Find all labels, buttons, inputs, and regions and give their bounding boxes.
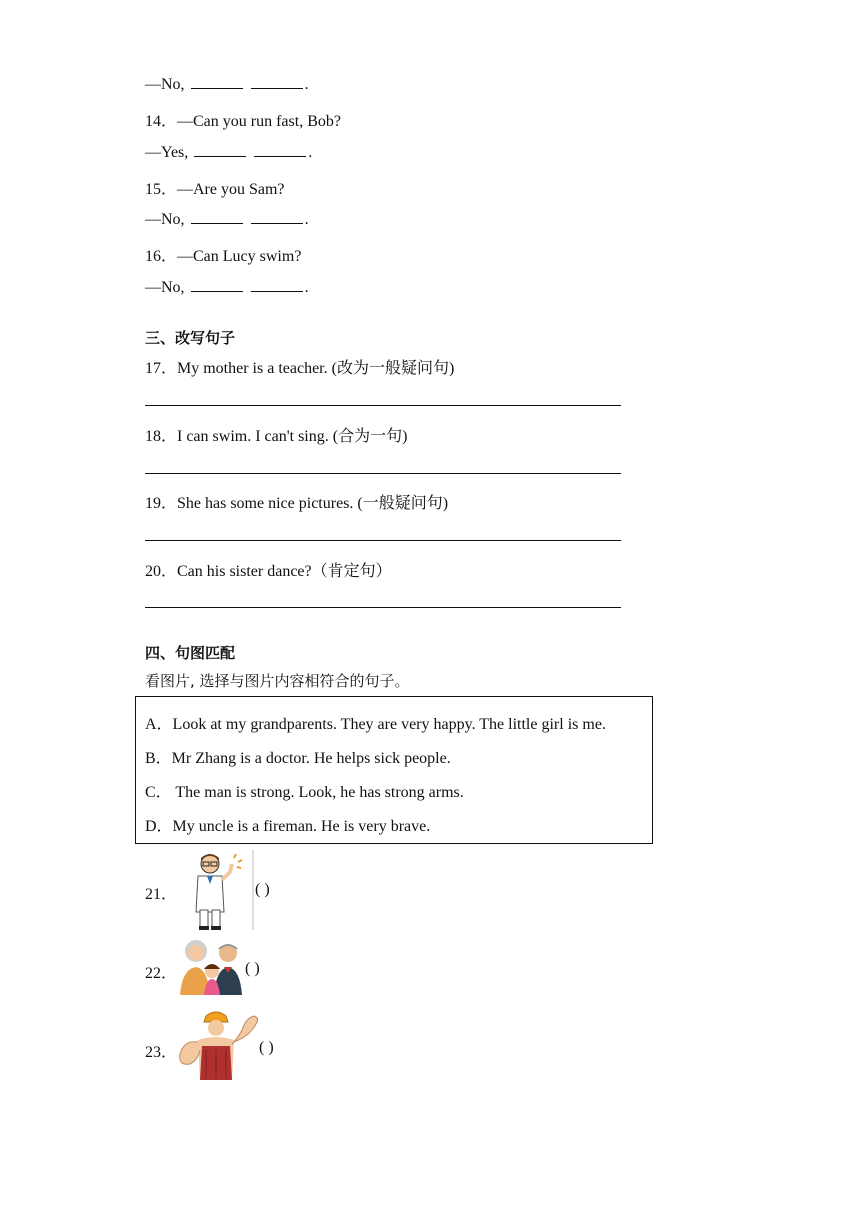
item-22-number: 22． [145, 965, 178, 982]
section-3-title: 三、改写句子 [145, 329, 236, 347]
blank[interactable] [251, 74, 303, 89]
answer-line[interactable] [145, 607, 621, 608]
answer-line-13: —No, . [145, 76, 309, 93]
answer-line[interactable] [145, 405, 621, 406]
answer-line-16: —No, . [145, 279, 309, 296]
doctor-icon [190, 850, 260, 937]
question-20: 20．Can his sister dance?（肯定句） [145, 563, 392, 580]
answer-prefix: —No, [145, 76, 185, 93]
item-23-number: 23． [145, 1044, 178, 1061]
answer-prefix: —No, [145, 279, 185, 296]
section-4-instruction: 看图片, 选择与图片内容相符合的句子。 [145, 672, 410, 690]
blank[interactable] [251, 277, 303, 292]
strong-man-icon [176, 1010, 260, 1087]
answer-line[interactable] [145, 540, 621, 541]
item-23-answer[interactable]: ( ) [259, 1039, 274, 1056]
blank[interactable] [191, 277, 243, 292]
blank[interactable] [191, 74, 243, 89]
answer-prefix: —No, [145, 211, 185, 228]
answer-line-15: —No, . [145, 211, 309, 228]
section-4-title: 四、句图匹配 [145, 644, 236, 662]
option-b: B．Mr Zhang is a doctor. He helps sick people. [145, 750, 451, 767]
item-22-answer[interactable]: ( ) [245, 960, 260, 977]
blank[interactable] [254, 142, 306, 157]
question-16: 16．—Can Lucy swim? [145, 248, 302, 265]
option-a: A．Look at my grandparents. They are very happy. The little girl is me. [145, 716, 606, 733]
answer-prefix: —Yes, [145, 144, 189, 161]
blank[interactable] [191, 209, 243, 224]
question-17: 17．My mother is a teacher. (改为一般疑问句) [145, 360, 455, 377]
question-14: 14．—Can you run fast, Bob? [145, 113, 341, 130]
answer-line[interactable] [145, 473, 621, 474]
item-21-answer[interactable]: ( ) [255, 881, 270, 898]
question-18: 18．I can swim. I can't sing. (合为一句) [145, 428, 408, 445]
option-d: D．My uncle is a fireman. He is very brave. [145, 818, 431, 835]
grandparents-icon [178, 937, 246, 1002]
option-c: C． The man is strong. Look, he has strong arms. [145, 784, 464, 801]
blank[interactable] [194, 142, 246, 157]
item-21-number: 21． [145, 886, 178, 903]
blank[interactable] [251, 209, 303, 224]
question-15: 15．—Are you Sam? [145, 181, 285, 198]
options-box [135, 696, 653, 844]
answer-line-14: —Yes, . [145, 144, 313, 161]
question-19: 19．She has some nice pictures. (一般疑问句) [145, 495, 449, 512]
